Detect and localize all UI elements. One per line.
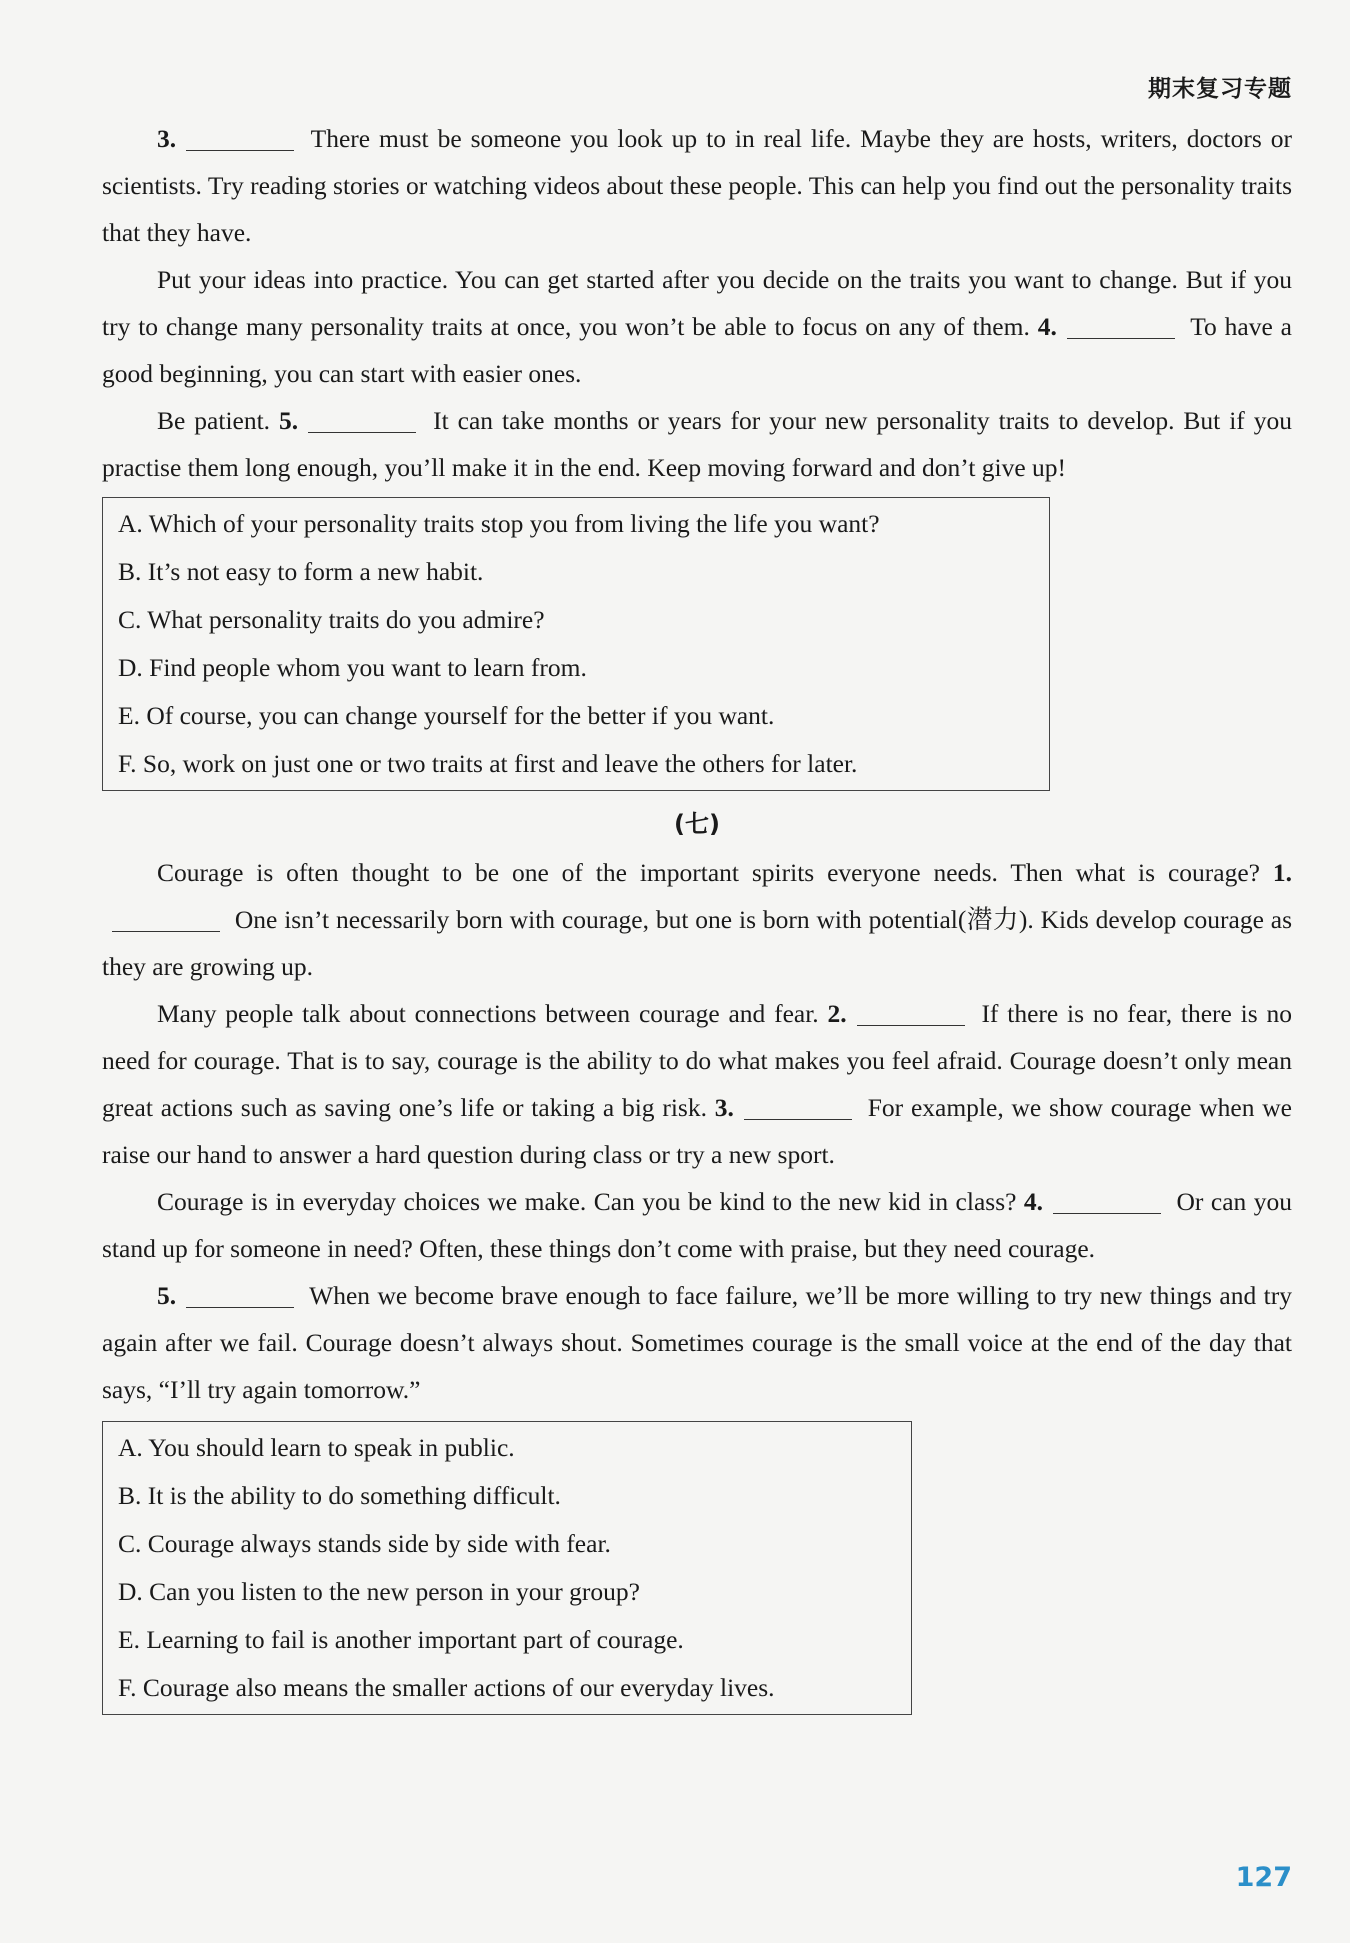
answer-blank[interactable] <box>1053 1184 1161 1214</box>
option-item: C. What personality traits do you admire? <box>118 605 545 634</box>
answer-blank[interactable] <box>112 902 220 932</box>
option-item: B. It’s not easy to form a new habit. <box>118 557 484 586</box>
question-number: 3. <box>714 1093 734 1122</box>
section-title: (七) <box>674 810 720 838</box>
paragraph <box>102 256 1292 397</box>
option-item: F. So, work on just one or two traits at first and leave the others for later. <box>118 749 858 778</box>
question-number: 2. <box>827 999 847 1028</box>
option-item: D. Can you listen to the new person in your group? <box>118 1577 640 1606</box>
paragraph <box>102 1178 1292 1272</box>
options-box <box>102 1421 912 1715</box>
option-item: A. You should learn to speak in public. <box>118 1433 515 1462</box>
paragraph <box>102 397 1292 491</box>
answer-blank[interactable] <box>186 121 294 151</box>
paragraph-text: When we become brave enough to face failure, we’ll be more willing to try new things and try again after we fail. Courage doesn’t always shout. Sometimes courage is the small voice at the end of the day that says, “I’ll try again tomorrow.” <box>102 1281 1292 1404</box>
paragraph-text: It can take months or years for your new personality traits to develop. But if you practise them long enough, you’ll make it in the end. Keep moving forward and don’t give up! <box>102 406 1293 482</box>
answer-blank[interactable] <box>308 403 416 433</box>
answer-blank[interactable] <box>186 1278 294 1308</box>
question-number: 1. <box>1272 858 1292 887</box>
question-number: 3. <box>157 124 177 153</box>
paragraph-text: Courage is in everyday choices we make. Can you be kind to the new kid in class? <box>157 1187 1017 1216</box>
question-number: 4. <box>1023 1187 1044 1216</box>
option-item: F. Courage also means the smaller actions of our everyday lives. <box>118 1673 775 1702</box>
paragraph <box>102 1272 1292 1413</box>
option-item: A. Which of your personality traits stop you from living the life you want? <box>118 509 880 538</box>
question-number: 5. <box>279 406 299 435</box>
paragraph-text: If there is no fear, there is no need for courage. That is to say, courage is the ability to do what makes you feel afraid. Courage doesn’t only mean great actions such as saving one’s life or taking a big risk. <box>102 999 1292 1122</box>
option-item: D. Find people whom you want to learn from. <box>118 653 587 682</box>
paragraph-text: Or can you stand up for someone in need? Often, these things don’t come with praise, but they need courage. <box>102 1187 1292 1263</box>
answer-blank[interactable] <box>744 1090 852 1120</box>
option-item: E. Learning to fail is another important part of courage. <box>118 1625 684 1654</box>
option-item: E. Of course, you can change yourself for the better if you want. <box>118 701 775 730</box>
paragraph-text: To have a good beginning, you can start with easier ones. <box>102 312 1292 388</box>
option-item: C. Courage always stands side by side with fear. <box>118 1529 611 1558</box>
paragraph-text: For example, we show courage when we raise our hand to answer a hard question during class or try a new sport. <box>102 1093 1292 1169</box>
question-number: 4. <box>1037 312 1057 341</box>
option-item: B. It is the ability to do something difficult. <box>118 1481 561 1510</box>
paragraph <box>102 115 1292 256</box>
paragraph-text: There must be someone you look up to in real life. Maybe they are hosts, writers, doctors or scientists. Try reading stories or watching videos about these people. This can help you find out the personality traits that they have. <box>102 124 1292 247</box>
answer-blank[interactable] <box>1067 309 1175 339</box>
paragraph-text: One isn’t necessarily born with courage, but one is born with potential(潜力). Kids develop courage as they are growing up. <box>102 905 1292 981</box>
paragraph <box>102 849 1292 990</box>
paragraph-text: Many people talk about connections between courage and fear. <box>157 999 819 1028</box>
content <box>102 115 1292 1725</box>
paragraph-text: Courage is often thought to be one of the important spirits everyone needs. Then what is courage? <box>157 858 1260 887</box>
paragraph-text: Put your ideas into practice. You can get started after you decide on the traits you want to change. But if you try to change many personality traits at once, you won’t be able to focus on any of them. <box>102 265 1292 341</box>
paragraph <box>102 990 1292 1178</box>
question-number: 5. <box>157 1281 177 1310</box>
page-header: 期末复习专题 <box>1148 76 1292 102</box>
paragraph-text: Be patient. <box>157 406 271 435</box>
answer-blank[interactable] <box>857 996 965 1026</box>
page-number: 127 <box>1235 1862 1292 1893</box>
options-box <box>102 497 1050 791</box>
